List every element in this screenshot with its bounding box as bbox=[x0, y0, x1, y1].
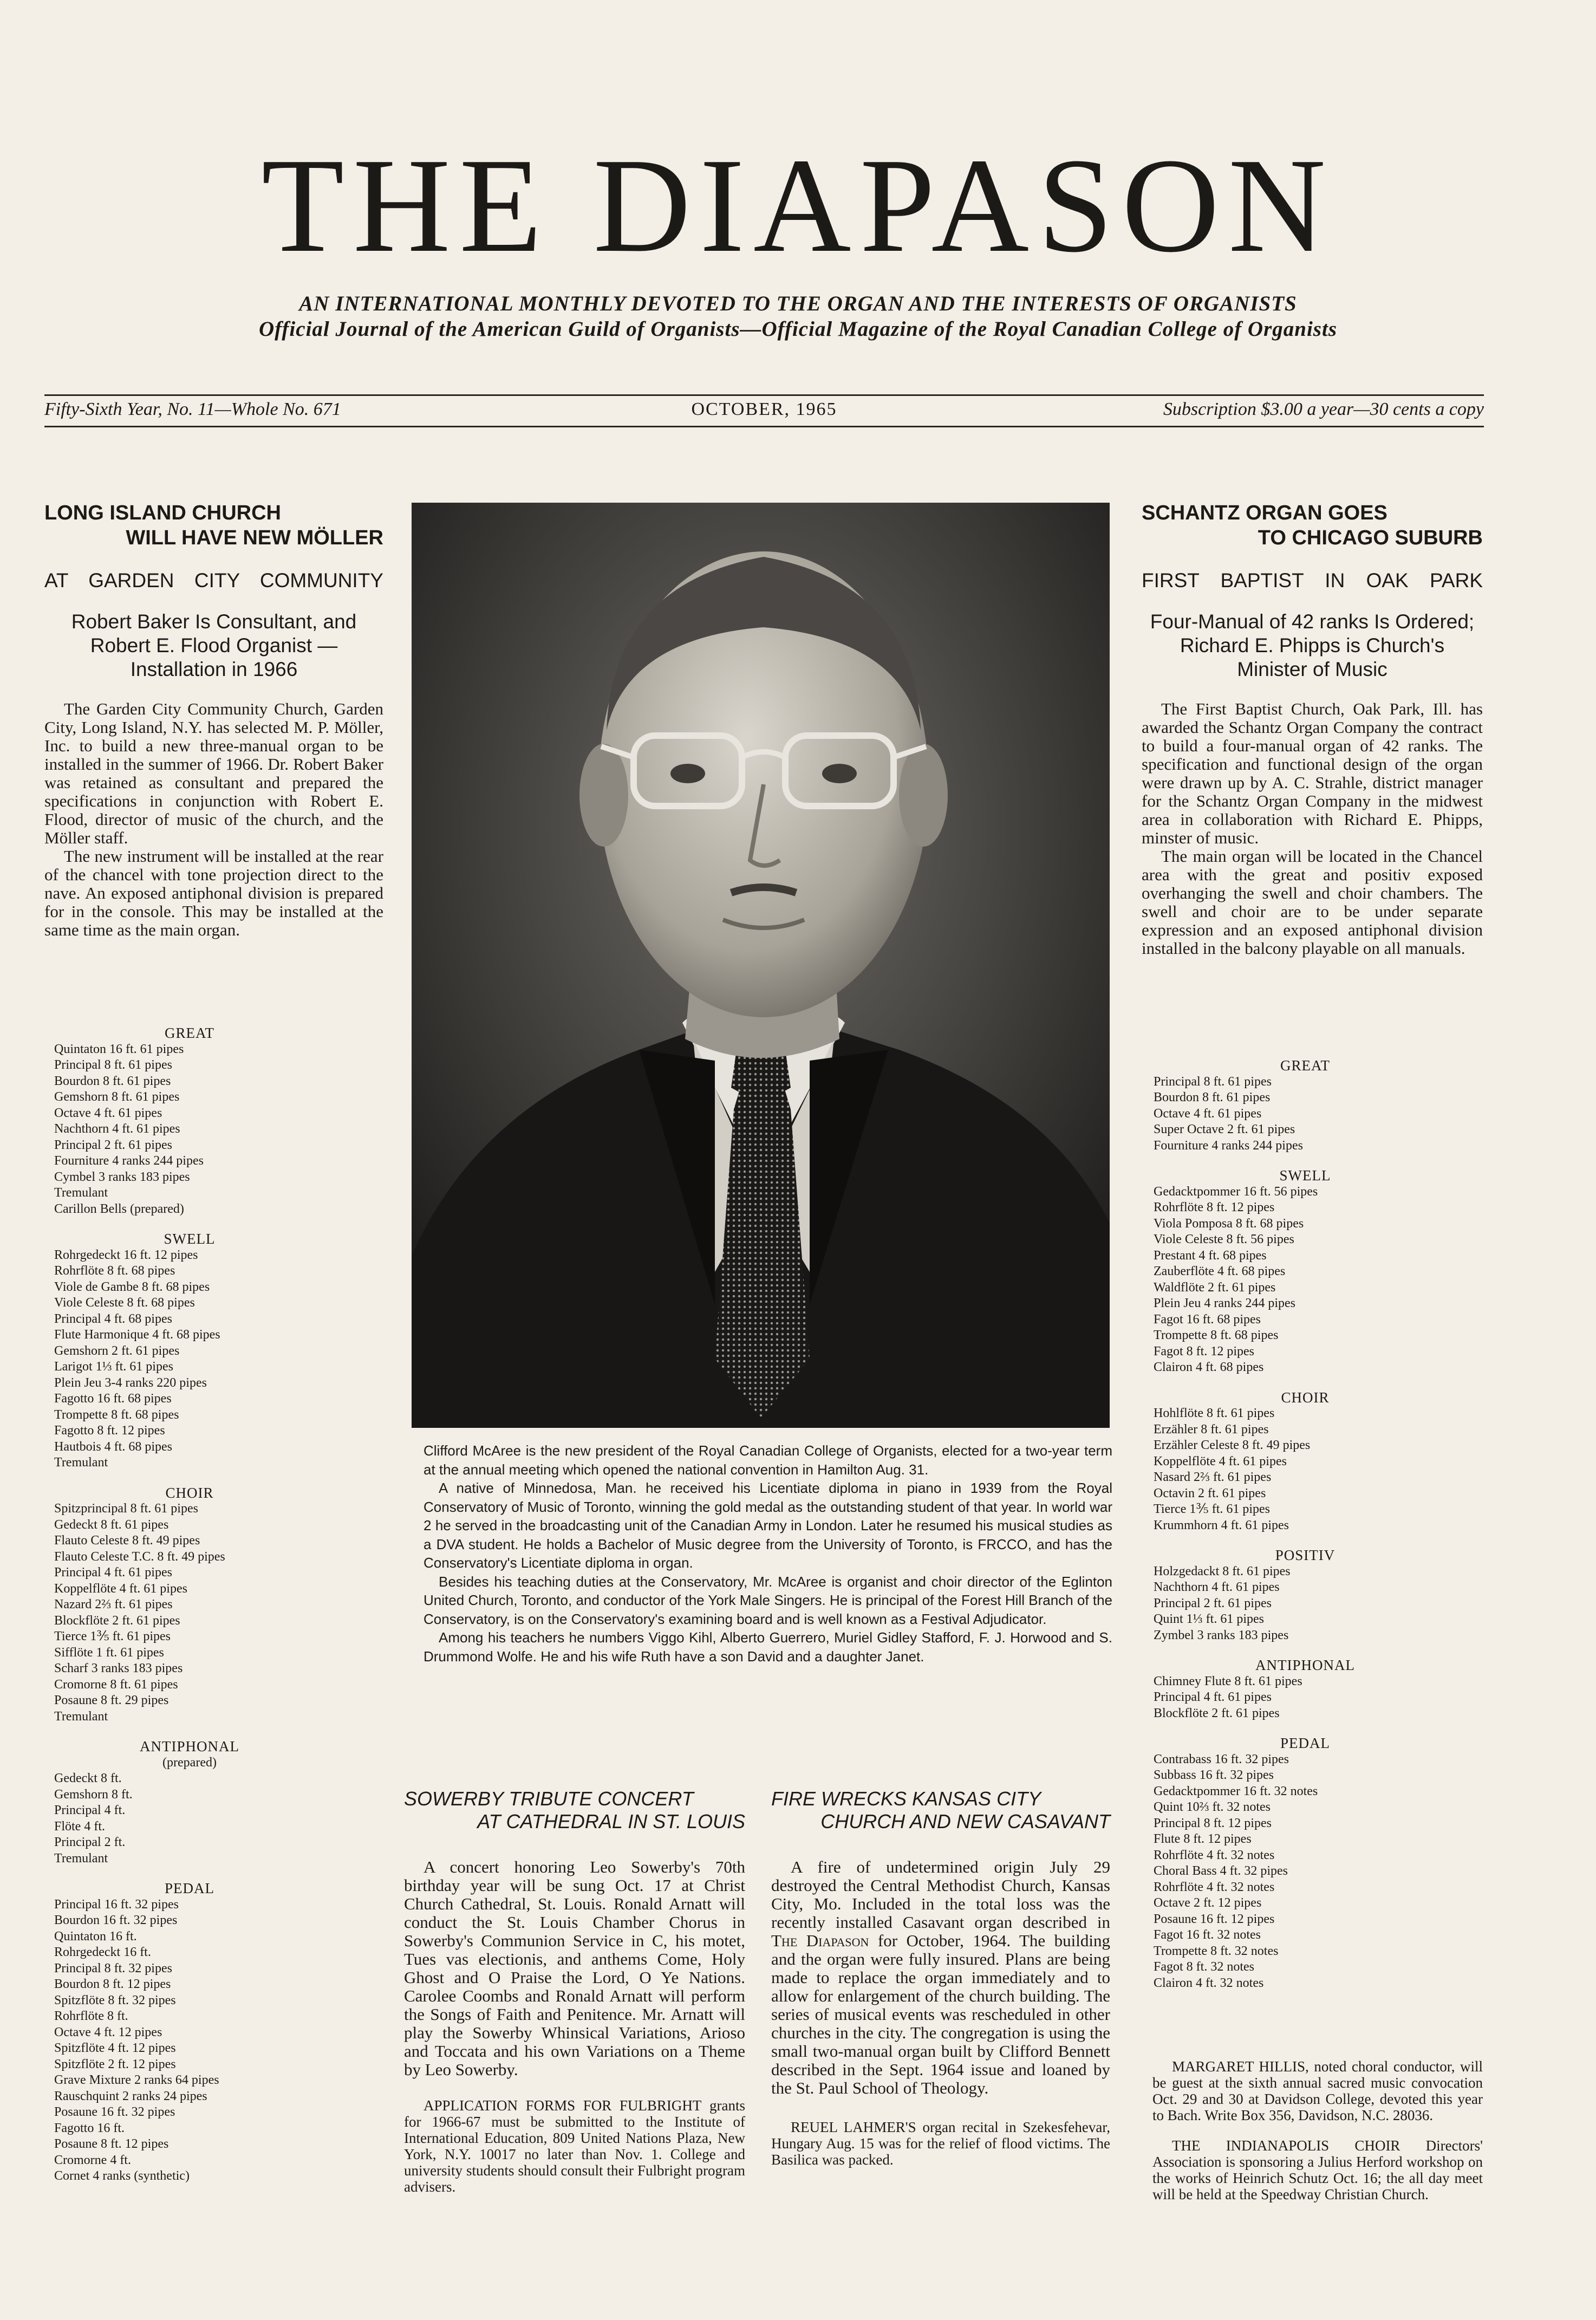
stop-entry: Octavin 2 ft. 61 pipes bbox=[1154, 1486, 1266, 1500]
stop-entry: Principal 4 ft. 68 pipes bbox=[54, 1311, 172, 1326]
right-antiphonal-title: ANTIPHONAL bbox=[1255, 1657, 1355, 1673]
stop-entry: Cromorne 8 ft. 61 pipes bbox=[54, 1677, 178, 1692]
right-choir-list bbox=[1154, 1406, 1457, 1533]
stop-entry: Principal 16 ft. 32 pipes bbox=[54, 1897, 179, 1912]
stop-entry: Bourdon 8 ft. 12 pipes bbox=[54, 1977, 171, 1991]
right-body bbox=[1142, 700, 1483, 958]
left-headline-1: LONG ISLAND CHURCH bbox=[44, 502, 281, 524]
stop-entry: Rohrflöte 8 ft. 12 pipes bbox=[1154, 1200, 1275, 1214]
left-pedal-title: PEDAL bbox=[165, 1880, 214, 1896]
left-article bbox=[44, 501, 383, 939]
stop-entry: Bourdon 16 ft. 32 pipes bbox=[54, 1913, 178, 1927]
stop-entry: Nasard 2⅔ ft. 61 pipes bbox=[1154, 1470, 1272, 1484]
stop-entry: Clairon 4 ft. 68 pipes bbox=[1154, 1360, 1264, 1374]
stop-entry: Principal 8 ft. 32 pipes bbox=[54, 1961, 172, 1975]
stop-entry: Quint 1⅓ ft. 61 pipes bbox=[1154, 1612, 1264, 1626]
caption-paragraph-4: Among his teachers he numbers Viggo Kihl, Alberto Guerrero, Muriel Gidley Stafford, F. J. Horwood and S. Drummond Wolfe. He and his wife Ruth have a son David and a daughter Janet. bbox=[424, 1629, 1112, 1665]
stop-entry: Rohrgedeckt 16 ft. 12 pipes bbox=[54, 1247, 198, 1262]
right-positiv-list bbox=[1154, 1564, 1457, 1644]
photo-caption bbox=[424, 1441, 1112, 1666]
lahmer-lead: REUEL LAHMER'S bbox=[791, 2119, 916, 2135]
stop-entry: Erzähler Celeste 8 ft. 49 pipes bbox=[1154, 1438, 1311, 1452]
stop-entry: Posaune 16 ft. 12 pipes bbox=[1154, 1912, 1275, 1926]
stop-entry: Chimney Flute 8 ft. 61 pipes bbox=[1154, 1674, 1302, 1688]
stop-entry: Cromorne 4 ft. bbox=[54, 2153, 131, 2167]
stop-entry: Tremulant bbox=[54, 1851, 108, 1866]
fire-magazine-ref: The Diapason bbox=[771, 1931, 869, 1950]
fire-headline-1: FIRE WRECKS KANSAS CITY bbox=[771, 1788, 1041, 1810]
stop-entry: Principal 4 ft. 61 pipes bbox=[1154, 1690, 1272, 1704]
stop-entry: Octave 2 ft. 12 pipes bbox=[1154, 1896, 1262, 1910]
stop-entry: Contrabass 16 ft. 32 pipes bbox=[1154, 1752, 1289, 1766]
right-swell-title: SWELL bbox=[1279, 1167, 1331, 1184]
stop-entry: Tierce 1⅗ ft. 61 pipes bbox=[54, 1629, 171, 1643]
right-subhead: FIRST BAPTIST IN OAK PARK bbox=[1142, 569, 1483, 592]
stop-entry: Gemshorn 8 ft. 61 pipes bbox=[54, 1090, 180, 1104]
left-antiphonal-title: ANTIPHONAL bbox=[140, 1738, 239, 1754]
indianapolis-lead: THE INDIANAPOLIS CHOIR bbox=[1172, 2137, 1400, 2154]
stop-entry: Plein Jeu 4 ranks 244 pipes bbox=[1154, 1296, 1295, 1310]
stop-entry: Flauto Celeste 8 ft. 49 pipes bbox=[54, 1533, 200, 1548]
stop-entry: Octave 4 ft. 12 pipes bbox=[54, 2025, 162, 2039]
stop-entry: Fagot 8 ft. 12 pipes bbox=[1154, 1344, 1254, 1359]
stop-entry: Gemshorn 8 ft. bbox=[54, 1787, 133, 1802]
right-positiv-title: POSITIV bbox=[1275, 1547, 1336, 1563]
stop-entry: Posaune 16 ft. 32 pipes bbox=[54, 2105, 175, 2119]
stop-entry: Rohrflöte 4 ft. 32 notes bbox=[1154, 1848, 1275, 1862]
stop-entry: Plein Jeu 3-4 ranks 220 pipes bbox=[54, 1375, 207, 1390]
indianapolis-notice bbox=[1152, 2137, 1483, 2202]
caption-paragraph-3: Besides his teaching duties at the Conservatory, Mr. McAree is organist and choir director of the Eglinton United Church, Toronto, and conductor of the York Male Singers. He is principal of the Forest Hill Branch of the Conservatory, is on the Conservatory's examining board and is well known as a Festival Adjudicator. bbox=[424, 1573, 1112, 1627]
left-stoplist bbox=[54, 1025, 325, 2185]
stop-entry: Trompette 8 ft. 68 pipes bbox=[54, 1407, 179, 1422]
stop-entry: Fagotto 8 ft. 12 pipes bbox=[54, 1424, 165, 1438]
caption-paragraph-1: Clifford McAree is the new president of the Royal Canadian College of Organists, elected for a two-year term at the annual meeting which opened the national convention in Hamilton Aug. 31. bbox=[424, 1442, 1112, 1478]
stop-entry: Principal 2 ft. 61 pipes bbox=[54, 1138, 172, 1152]
stop-entry: Hohlflöte 8 ft. 61 pipes bbox=[1154, 1406, 1275, 1420]
right-notices bbox=[1152, 2058, 1483, 2202]
stop-entry: Principal 4 ft. bbox=[54, 1803, 126, 1817]
right-paragraph-2: The main organ will be located in the Chancel area with the great and positiv exposed overhanging the swell and choir chambers. The swell and choir are to be under separate expression and an exposed antiphonal division installed in the balcony playable on all manuals. bbox=[1142, 847, 1483, 958]
lahmer-text: organ recital in Szekesfehevar, Hungary Aug. 15 was for the relief of flood victims. The Basilica was packed. bbox=[771, 2119, 1110, 2168]
stop-entry: Bourdon 8 ft. 61 pipes bbox=[1154, 1090, 1271, 1104]
stop-entry: Viole Celeste 8 ft. 56 pipes bbox=[1154, 1232, 1294, 1246]
stop-entry: Principal 8 ft. 12 pipes bbox=[1154, 1816, 1272, 1830]
stop-entry: Quintaton 16 ft. bbox=[54, 1929, 137, 1944]
stop-entry: Viole de Gambe 8 ft. 68 pipes bbox=[54, 1279, 210, 1294]
stop-entry: Fagot 8 ft. 32 notes bbox=[1154, 1960, 1254, 1974]
stop-entry: Rohrflöte 4 ft. 32 notes bbox=[1154, 1880, 1275, 1894]
stop-entry: Gedeckt 8 ft. bbox=[54, 1771, 122, 1785]
bottom-rule bbox=[44, 426, 1484, 427]
right-choir-title: CHOIR bbox=[1281, 1389, 1330, 1406]
sowerby-headline-1: SOWERBY TRIBUTE CONCERT bbox=[404, 1788, 694, 1810]
left-swell-list bbox=[54, 1247, 325, 1471]
stop-entry: Fagot 16 ft. 68 pipes bbox=[1154, 1312, 1261, 1327]
right-great-list bbox=[1154, 1074, 1457, 1154]
left-swell-title: SWELL bbox=[164, 1231, 216, 1247]
stop-entry: Flauto Celeste T.C. 8 ft. 49 pipes bbox=[54, 1549, 225, 1564]
stop-entry: Gedacktpommer 16 ft. 32 notes bbox=[1154, 1784, 1318, 1798]
masthead-official-line: Official Journal of the American Guild of Organists—Official Magazine of the Royal Canadian College of Organists bbox=[258, 317, 1337, 341]
stop-entry: Fagot 16 ft. 32 notes bbox=[1154, 1928, 1261, 1942]
right-pedal-list bbox=[1154, 1752, 1457, 1992]
stop-entry: Fagotto 16 ft. bbox=[54, 2121, 125, 2135]
left-paragraph-1: The Garden City Community Church, Garden City, Long Island, N.Y. has selected M. P. Möller, Inc. to build a new three-manual organ to be installed in the summer of 1966. Dr. Robert Baker was retained as consultant and prepared the specifications in conjunction with Robert E. Flood, director of music of the church, and the Möller staff. bbox=[44, 699, 383, 847]
stop-entry: Fourniture 4 ranks 244 pipes bbox=[1154, 1138, 1303, 1153]
stop-entry: Tremulant bbox=[54, 1455, 108, 1470]
stop-entry: Nachthorn 4 ft. 61 pipes bbox=[1154, 1580, 1280, 1594]
subscription-price: Subscription $3.00 a year—30 cents a copy bbox=[1163, 399, 1484, 419]
left-great-title: GREAT bbox=[165, 1025, 214, 1041]
stop-entry: Clairon 4 ft. 32 notes bbox=[1154, 1975, 1264, 1990]
right-stoplist bbox=[1154, 1058, 1457, 1991]
stop-entry: Koppelflöte 4 ft. 61 pipes bbox=[1154, 1454, 1287, 1468]
right-paragraph-1: The First Baptist Church, Oak Park, Ill. has awarded the Schantz Organ Company the contract to build a four-manual organ of 42 ranks. The specification and functional design of the organ were drawn up by A. C. Strahle, district manager for the Schantz Organ Company in the midwest area in collaboration with Richard E. Phipps, minster of music. bbox=[1142, 699, 1483, 847]
fulbright-notice bbox=[404, 2097, 745, 2195]
left-pedal-list bbox=[54, 1897, 325, 2185]
stop-entry: Viole Celeste 8 ft. 68 pipes bbox=[54, 1296, 195, 1310]
sowerby-body bbox=[404, 1858, 745, 2079]
stop-entry: Koppelflöte 4 ft. 61 pipes bbox=[54, 1581, 187, 1596]
hillis-notice bbox=[1152, 2058, 1483, 2123]
stop-entry: Prestant 4 ft. 68 pipes bbox=[1154, 1248, 1267, 1263]
fire-text-1: A fire of undetermined origin July 29 destroyed the Central Methodist Church, Kansas City, Mo. Included in the total loss was the recently installed Casavant organ described in bbox=[771, 1857, 1110, 1932]
stop-entry: Bourdon 8 ft. 61 pipes bbox=[54, 1074, 171, 1088]
stop-entry: Spitzprincipal 8 ft. 61 pipes bbox=[54, 1502, 198, 1516]
sowerby-article bbox=[404, 1788, 745, 2195]
left-antiphonal-list bbox=[54, 1771, 325, 1867]
left-deck-2: Robert E. Flood Organist — bbox=[90, 634, 338, 657]
right-article bbox=[1142, 501, 1483, 958]
stop-entry: Rohrgedeckt 16 ft. bbox=[54, 1945, 151, 1959]
stop-entry: Rauschquint 2 ranks 24 pipes bbox=[54, 2089, 207, 2103]
fulbright-lead: APPLICATION FORMS FOR FULBRIGHT bbox=[424, 2097, 702, 2114]
stop-entry: Spitzflöte 8 ft. 32 pipes bbox=[54, 1993, 176, 2007]
stop-entry: Krummhorn 4 ft. 61 pipes bbox=[1154, 1518, 1289, 1532]
stop-entry: Principal 2 ft. bbox=[54, 1835, 126, 1849]
right-swell-list bbox=[1154, 1184, 1457, 1376]
stop-entry: Posaune 8 ft. 29 pipes bbox=[54, 1693, 169, 1707]
stop-entry: Principal 8 ft. 61 pipes bbox=[54, 1058, 172, 1072]
stop-entry: Viola Pomposa 8 ft. 68 pipes bbox=[1154, 1216, 1304, 1231]
portrait-photo bbox=[412, 503, 1110, 1428]
stop-entry: Zymbel 3 ranks 183 pipes bbox=[1154, 1628, 1289, 1642]
stop-entry: Hautbois 4 ft. 68 pipes bbox=[54, 1439, 172, 1454]
issue-date: OCTOBER, 1965 bbox=[691, 399, 837, 419]
indianapolis-text: Directors' Association is sponsoring a Julius Herford workshop on the works of Heinrich Schutz Oct. 16; the all day meet will be held at the Speedway Christian Church. bbox=[1152, 2137, 1483, 2202]
left-headline-2: WILL HAVE NEW MÖLLER bbox=[126, 527, 383, 549]
stop-entry: Super Octave 2 ft. 61 pipes bbox=[1154, 1122, 1295, 1136]
fire-article bbox=[771, 1788, 1110, 2168]
stop-entry: Erzähler 8 ft. 61 pipes bbox=[1154, 1422, 1269, 1437]
right-deck-2: Richard E. Phipps is Church's bbox=[1180, 634, 1445, 657]
hillis-lead: MARGARET HILLIS, bbox=[1172, 2058, 1309, 2075]
stop-entry: Principal 4 ft. 61 pipes bbox=[54, 1565, 172, 1580]
caption-paragraph-2: A native of Minnedosa, Man. he received his Licentiate diploma in piano in 1939 from the Royal Conservatory of Music of Toronto, winning the gold medal as the outstanding student of that year. In world war 2 he served in the broadcasting unit of the Canadian Army in London. Later he resumed his musical studies as a DVA student. He holds a Bachelor of Music degree from the University of Toronto, is FRCCO, and has the Conservatory's Licentiate diploma in organ. bbox=[424, 1480, 1112, 1571]
right-headline-1: SCHANTZ ORGAN GOES bbox=[1142, 502, 1387, 524]
stop-entry: Flute Harmonique 4 ft. 68 pipes bbox=[54, 1328, 220, 1342]
stop-entry: Waldflöte 2 ft. 61 pipes bbox=[1154, 1280, 1276, 1295]
stop-entry: Trompette 8 ft. 68 pipes bbox=[1154, 1328, 1279, 1342]
right-deck-1: Four-Manual of 42 ranks Is Ordered; bbox=[1150, 610, 1475, 633]
stop-entry: Fourniture 4 ranks 244 pipes bbox=[54, 1154, 204, 1168]
stop-entry: Grave Mixture 2 ranks 64 pipes bbox=[54, 2073, 219, 2087]
stop-entry: Rohrflöte 8 ft. 68 pipes bbox=[54, 1264, 175, 1278]
stop-entry: Spitzflöte 4 ft. 12 pipes bbox=[54, 2041, 176, 2055]
left-antiphonal-note: (prepared) bbox=[162, 1755, 217, 1770]
left-great-list bbox=[54, 1042, 325, 1218]
stop-entry: Tremulant bbox=[54, 1709, 108, 1724]
lahmer-notice bbox=[771, 2119, 1110, 2168]
sowerby-headline-2: AT CATHEDRAL IN ST. LOUIS bbox=[477, 1810, 745, 1832]
stop-entry: Principal 2 ft. 61 pipes bbox=[1154, 1596, 1272, 1610]
stop-entry: Tremulant bbox=[54, 1186, 108, 1200]
stop-entry: Quintaton 16 ft. 61 pipes bbox=[54, 1042, 184, 1056]
stop-entry: Octave 4 ft. 61 pipes bbox=[1154, 1106, 1262, 1121]
stop-entry: Tierce 1⅗ ft. 61 pipes bbox=[1154, 1502, 1271, 1516]
stop-entry: Spitzflöte 2 ft. 12 pipes bbox=[54, 2057, 176, 2071]
stop-entry: Quint 10⅔ ft. 32 notes bbox=[1154, 1800, 1271, 1814]
stop-entry: Subbass 16 ft. 32 pipes bbox=[1154, 1768, 1274, 1782]
top-rule bbox=[44, 394, 1484, 396]
stop-entry: Gedacktpommer 16 ft. 56 pipes bbox=[1154, 1184, 1318, 1199]
right-headline-2: TO CHICAGO SUBURB bbox=[1258, 527, 1483, 549]
stop-entry: Holzgedackt 8 ft. 61 pipes bbox=[1154, 1564, 1291, 1578]
fire-body bbox=[771, 1858, 1110, 2097]
stop-entry: Octave 4 ft. 61 pipes bbox=[54, 1106, 162, 1120]
volume-number: Fifty-Sixth Year, No. 11—Whole No. 671 bbox=[44, 399, 341, 419]
stop-entry: Larigot 1⅓ ft. 61 pipes bbox=[54, 1360, 173, 1374]
right-deck-3: Minister of Music bbox=[1237, 658, 1387, 680]
left-choir-title: CHOIR bbox=[165, 1484, 214, 1501]
stop-entry: Choral Bass 4 ft. 32 pipes bbox=[1154, 1864, 1288, 1878]
stop-entry: Principal 8 ft. 61 pipes bbox=[1154, 1074, 1272, 1089]
left-choir-list bbox=[54, 1501, 325, 1725]
stop-entry: Blockflöte 2 ft. 61 pipes bbox=[1154, 1706, 1280, 1720]
stop-entry: Nachthorn 4 ft. 61 pipes bbox=[54, 1122, 180, 1136]
right-antiphonal-list bbox=[1154, 1674, 1457, 1722]
right-great-title: GREAT bbox=[1280, 1057, 1330, 1074]
left-deck-3: Installation in 1966 bbox=[130, 658, 298, 680]
stop-entry: Gedeckt 8 ft. 61 pipes bbox=[54, 1517, 169, 1532]
stop-entry: Flute 8 ft. 12 pipes bbox=[1154, 1832, 1252, 1846]
stop-entry: Trompette 8 ft. 32 notes bbox=[1154, 1944, 1279, 1958]
stop-entry: Cymbel 3 ranks 183 pipes bbox=[54, 1169, 190, 1184]
stop-entry: Cornet 4 ranks (synthetic) bbox=[54, 2169, 190, 2183]
fulbright-text: grants for 1966-67 must be submitted to the Institute of International Education, 809 United Nations Plaza, New York, N.Y. 10017 no later than Nov. 1. College and university students should consult their Fulbright program advisers. bbox=[404, 2097, 745, 2195]
stop-entry: Posaune 8 ft. 12 pipes bbox=[54, 2137, 169, 2151]
right-pedal-title: PEDAL bbox=[1280, 1735, 1330, 1751]
stop-entry: Fagotto 16 ft. 68 pipes bbox=[54, 1392, 172, 1406]
stop-entry: Zauberflöte 4 ft. 68 pipes bbox=[1154, 1264, 1286, 1278]
stop-entry: Sifflöte 1 ft. 61 pipes bbox=[54, 1645, 164, 1660]
fire-text-2: for October, 1964. The building and the organ were fully insured. Plans are being made to replace the organ immediately and to allow for enlargement of the church building. The series of musical events was rescheduled in other churches in the city. The congregation is using the small two-manual organ built by Clifford Bennett described in the Sept. 1964 issue and loaned by the St. Paul School of Theology. bbox=[771, 1931, 1110, 2097]
left-body bbox=[44, 700, 383, 939]
portrait-image bbox=[412, 503, 1110, 1428]
fire-headline-2: CHURCH AND NEW CASAVANT bbox=[820, 1810, 1110, 1832]
stop-entry: Blockflöte 2 ft. 61 pipes bbox=[54, 1613, 180, 1628]
stop-entry: Flöte 4 ft. bbox=[54, 1819, 105, 1834]
left-paragraph-2: The new instrument will be installed at the rear of the chancel with tone projection direct to the nave. An exposed antiphonal division is prepared for in the console. This may be installed at the same time as the main organ. bbox=[44, 847, 383, 939]
stop-entry: Scharf 3 ranks 183 pipes bbox=[54, 1661, 183, 1675]
sowerby-paragraph: A concert honoring Leo Sowerby's 70th birthday year will be sung Oct. 17 at Christ Church Cathedral, St. Louis. Ronald Arnatt will conduct the St. Louis Chamber Chorus in Sowerby's Communion Service in C, his motet, Tues vas electionis, and anthems Come, Holy Ghost and O Praise the Lord, O Ye Nations. Carolee Coombs and Ronald Arnatt will perform the Songs of Faith and Penitence. Mr. Arnatt will play the Sowerby Whinsical Variations, Arioso and Toccata and his own Variations on a Theme by Leo Sowerby. bbox=[404, 1857, 745, 2079]
left-deck-1: Robert Baker Is Consultant, and bbox=[71, 610, 357, 633]
stop-entry: Gemshorn 2 ft. 61 pipes bbox=[54, 1343, 180, 1358]
stop-entry: Carillon Bells (prepared) bbox=[54, 1201, 184, 1216]
left-subhead: AT GARDEN CITY COMMUNITY bbox=[44, 569, 383, 592]
stop-entry: Rohrflöte 8 ft. bbox=[54, 2009, 128, 2023]
masthead-title: THE DIAPASON bbox=[261, 131, 1335, 281]
masthead-subtitle: AN INTERNATIONAL MONTHLY DEVOTED TO THE ORGAN AND THE INTERESTS OF ORGANISTS bbox=[299, 292, 1297, 315]
stop-entry: Nazard 2⅔ ft. 61 pipes bbox=[54, 1597, 173, 1611]
hillis-text: noted choral conductor, will be guest at the sixth annual sacred music convocation Oct. 29 and 30 at Davidson College, devoted this year to Bach. Write Box 356, Davidson, N.C. 28036. bbox=[1152, 2058, 1483, 2123]
